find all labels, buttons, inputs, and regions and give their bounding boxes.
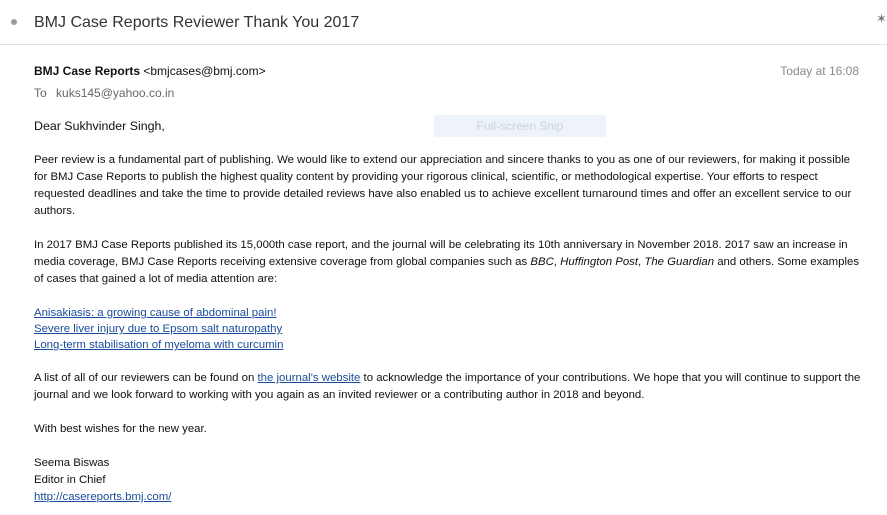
case-link[interactable]: Anisakiasis: a growing cause of abdominal pain! [34, 307, 277, 319]
media-bbc: BBC [530, 256, 554, 268]
sender-line [34, 64, 266, 78]
subject-bar [0, 0, 887, 45]
separator: , [638, 256, 645, 268]
signature-url-link[interactable]: http://casereports.bmj.com/ [34, 491, 172, 503]
greeting: Dear Sukhvinder Singh, [34, 119, 165, 133]
recipient-line [34, 86, 174, 100]
sender-email[interactable]: <bmjcases@bmj.com> [143, 64, 266, 78]
paragraph-text: In 2017 BMJ Case Reports published its 15,000th case report, and the journal will be celebrating its 10th anniversary in November 2018. 2017 saw an increase in media coverage, BMJ Case Reports receiving extensive coverage from global companies such as [34, 239, 848, 268]
sender-name[interactable]: BMJ Case Reports [34, 64, 141, 78]
journal-website-link[interactable]: the journal's website [257, 372, 361, 384]
case-links [34, 305, 864, 353]
paragraph-text: and others. Some examples of cases that gained a lot of media attention are: [34, 256, 860, 285]
closing-line: With best wishes for the new year. [34, 423, 207, 435]
paragraph-2017-summary [34, 237, 864, 288]
recipient-address[interactable]: kuks145@yahoo.co.in [56, 86, 175, 100]
email-subject: BMJ Case Reports Reviewer Thank You 2017 [34, 14, 360, 31]
paragraph-text: to acknowledge the importance of your contributions. We hope that you will continue to support the journal and we look forward to working with you again as an invited reviewer or a contributing author in 2018 and beyond. [34, 372, 861, 401]
media-the-guardian: The Guardian [644, 256, 715, 268]
paragraph-text: A list of all of our reviewers can be found on [34, 372, 258, 384]
signature [34, 455, 864, 506]
media-huffington-post: Huffington Post [560, 256, 639, 268]
received-time: Today at 16:08 [780, 64, 859, 78]
to-label: To [34, 86, 47, 100]
signature-name: Seema Biswas [34, 457, 110, 469]
unread-dot-icon [11, 19, 17, 25]
paragraph-reviewers [34, 370, 864, 404]
case-link[interactable]: Long-term stabilisation of myeloma with curcumin [34, 339, 284, 351]
case-link[interactable]: Severe liver injury due to Epsom salt naturopathy [34, 323, 283, 335]
star-icon[interactable]: ✶ [876, 11, 887, 26]
signature-title: Editor in Chief [34, 474, 106, 486]
snip-overlay: Full-screen Snip [434, 115, 606, 137]
paragraph-peer-review: Peer review is a fundamental part of publishing. We would like to extend our appreciation and sincere thanks to you as one of our reviewers, for making it possible for BMJ Case Reports to publish the highest quality content by providing your rigorous clinical, scientific, or methodological expertise. Your efforts to respect requested deadlines and take the time to provide detailed reviews have also enabled us to achieve excellent turnaround times and offer an excellent service to our authors. [34, 154, 852, 217]
email-body [34, 118, 864, 506]
separator: , [553, 256, 561, 268]
